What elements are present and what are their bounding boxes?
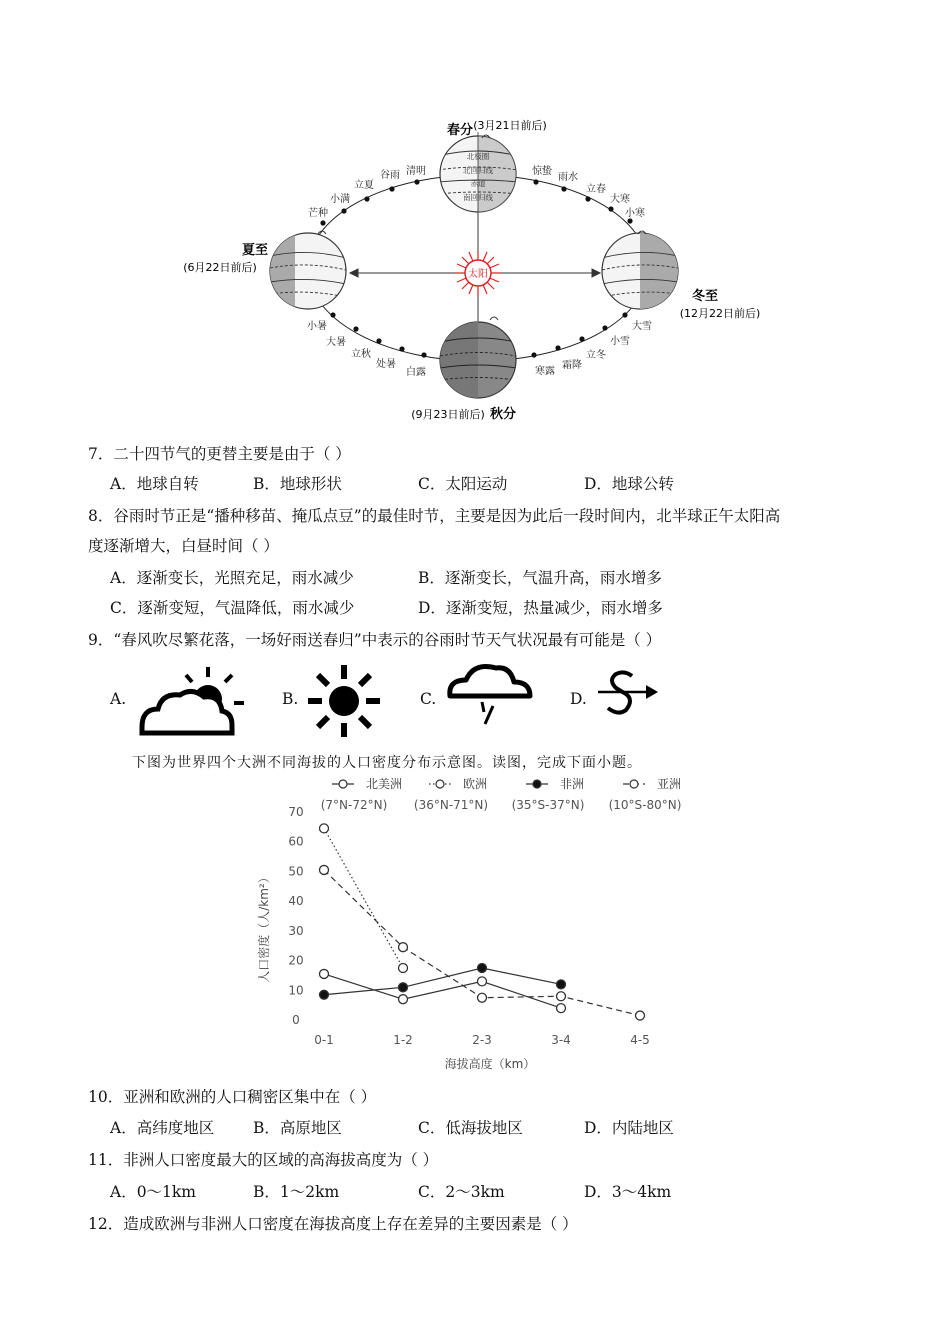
q10-option-d[interactable]: D．内陆地区 [584,1119,674,1137]
legend-marker [630,780,638,788]
svg-text:大雪: 大雪 [632,321,652,332]
data-point [320,969,329,978]
spring-date: (3月21日前后) [473,119,547,132]
svg-text:芒种: 芒种 [308,208,328,219]
svg-text:清明: 清明 [406,166,426,177]
svg-text:雨水: 雨水 [558,172,578,183]
svg-text:霜降: 霜降 [562,360,582,371]
plot-area [320,824,645,1020]
orbit-diagram [160,108,800,428]
svg-text:立冬: 立冬 [586,350,606,361]
sun-label: 太阳 [468,269,488,280]
legend-series-range: (36°N-71°N) [413,798,489,812]
svg-text:白露: 白露 [406,367,426,378]
x-tick-label: 2-3 [472,1033,492,1047]
data-point [478,977,487,986]
rain-cloud-icon [444,658,536,738]
data-point [399,983,408,992]
q8-option-d[interactable]: D．逐渐变短，热量减少，雨水增多 [418,599,663,617]
legend-series-name: 欧洲 [463,777,488,791]
data-point [320,990,329,999]
q10-option-c[interactable]: C．低海拔地区 [418,1119,523,1137]
y-tick-label: 10 [288,983,304,998]
data-point [399,943,408,952]
legend-series-name: 北美洲 [366,777,403,791]
svg-text:小雪: 小雪 [610,336,630,347]
svg-text:谷雨: 谷雨 [380,170,400,181]
legend-series-range: (7°N-72°N) [320,798,388,812]
autumn-label: 秋分 [489,407,517,422]
q9-option-c[interactable]: C. [420,690,437,708]
x-axis-label: 海拔高度（km） [444,1057,536,1071]
data-point [557,1004,566,1013]
data-point [399,964,408,973]
data-point [320,865,329,874]
q12-stem: 12．造成欧洲与非洲人口密度在海拔高度上存在差异的主要因素是（ ） [88,1215,578,1233]
q10-option-a[interactable]: A．高纬度地区 [110,1119,215,1137]
q10-stem: 10．亚洲和欧洲的人口稠密区集中在（ ） [88,1088,377,1106]
legend-marker [436,780,444,788]
svg-text:立夏: 立夏 [354,180,374,191]
spring-equinox-globe [438,128,528,228]
x-tick-label: 3-4 [551,1033,571,1047]
data-point [320,824,329,833]
q11-option-b[interactable]: B．1～2km [253,1183,340,1201]
q7-option-d[interactable]: D．地球公转 [584,475,674,493]
q9-stem: 9．“春风吹尽繁花落，一场好雨送春归”中表示的谷雨时节天气状况最有可能是（ ） [88,631,662,649]
svg-text:处暑: 处暑 [376,359,396,370]
svg-text:北回归线: 北回归线 [463,166,493,175]
q7-option-a[interactable]: A．地球自转 [110,475,199,493]
legend-marker [339,780,347,788]
y-tick-label: 0 [292,1013,300,1027]
data-point [636,1011,645,1020]
y-tick-label: 50 [288,864,304,879]
data-point [399,995,408,1004]
autumn-date: (9月23日前后) [411,408,485,421]
svg-text:南回归线: 南回归线 [463,193,493,202]
q8-stem-line1: 8．谷雨时节正是“播种移苗、掩瓜点豆”的最佳时节，主要是因为此后一段时间内，北半球正午太阳高 [88,507,781,525]
y-axis-label: 人口密度（人/km²） [257,871,271,983]
data-point [478,964,487,973]
legend-series-range: (35°S-37°N) [511,798,585,812]
x-tick-label: 0-1 [314,1033,334,1047]
svg-text:惊蛰: 惊蛰 [532,166,552,177]
svg-text:北极圈: 北极圈 [466,152,490,161]
legend-series-name: 亚洲 [657,777,682,791]
spring-label: 春分 [446,123,474,138]
section-intro: 下图为世界四个大洲不同海拔的人口密度分布示意图。读图，完成下面小题。 [132,755,642,771]
y-tick-label: 30 [288,923,304,938]
y-tick-label: 20 [288,953,304,968]
y-tick-label: 70 [288,805,304,819]
partly-cloudy-icon [136,665,248,737]
chart-legend [321,776,682,812]
q8-option-b[interactable]: B．逐渐变长，气温升高，雨水增多 [418,569,662,587]
svg-text:立秋: 立秋 [351,349,371,360]
x-axis [314,1033,650,1047]
autumn-equinox-globe [440,317,516,408]
svg-text:立春: 立春 [586,184,606,195]
legend-series-name: 非洲 [560,777,585,791]
svg-text:小暑: 小暑 [307,321,327,332]
series-line [324,828,403,968]
svg-text:赤道: 赤道 [470,179,486,188]
x-tick-label: 1-2 [393,1033,413,1047]
svg-text:大暑: 大暑 [326,337,346,348]
data-point [557,980,566,989]
x-tick-label: 4-5 [630,1033,650,1047]
summer-date: (6月22日前后) [183,261,257,274]
q7-option-b[interactable]: B．地球形状 [253,475,342,493]
svg-text:寒露: 寒露 [535,366,555,377]
q7-stem: 7．二十四节气的更替主要是由于（ ） [88,445,351,463]
legend-marker [533,780,541,788]
sun-icon [455,250,501,296]
data-point [478,993,487,1002]
q9-option-d[interactable]: D. [570,690,587,708]
winter-solstice-globe [602,228,685,318]
q8-stem-line2: 度逐渐增大，白昼时间（ ） [88,537,279,555]
q8-option-c[interactable]: C．逐渐变短，气温降低，雨水减少 [110,599,355,617]
y-tick-label: 60 [288,834,304,849]
population-density-chart [250,772,710,1077]
q11-option-d[interactable]: D．3～4km [584,1183,672,1201]
svg-text:小寒: 小寒 [625,208,645,219]
q9-option-a[interactable]: A. [110,690,127,708]
q11-option-a[interactable]: A．0～1km [110,1183,197,1201]
q11-stem: 11．非洲人口密度最大的区域的高海拔高度为（ ） [88,1151,439,1169]
q8-option-a[interactable]: A．逐渐变长，光照充足，雨水减少 [110,569,354,587]
winter-date: (12月22日前后) [679,307,761,320]
q11-option-c[interactable]: C．2～3km [418,1183,505,1201]
legend-series-range: (10°S-80°N) [608,798,682,812]
wind-icon [596,668,660,720]
svg-text:小满: 小满 [330,194,350,205]
winter-label: 冬至 [691,289,719,304]
y-tick-label: 40 [288,894,304,909]
q7-option-c[interactable]: C．太阳运动 [418,475,508,493]
q9-option-b[interactable]: B. [282,690,299,708]
y-axis [288,805,303,1027]
sunny-icon [306,663,382,739]
svg-text:大寒: 大寒 [610,194,630,205]
q10-option-b[interactable]: B．高原地区 [253,1119,342,1137]
summer-solstice-globe [265,228,346,318]
summer-label: 夏至 [241,243,269,258]
data-point [557,992,566,1001]
